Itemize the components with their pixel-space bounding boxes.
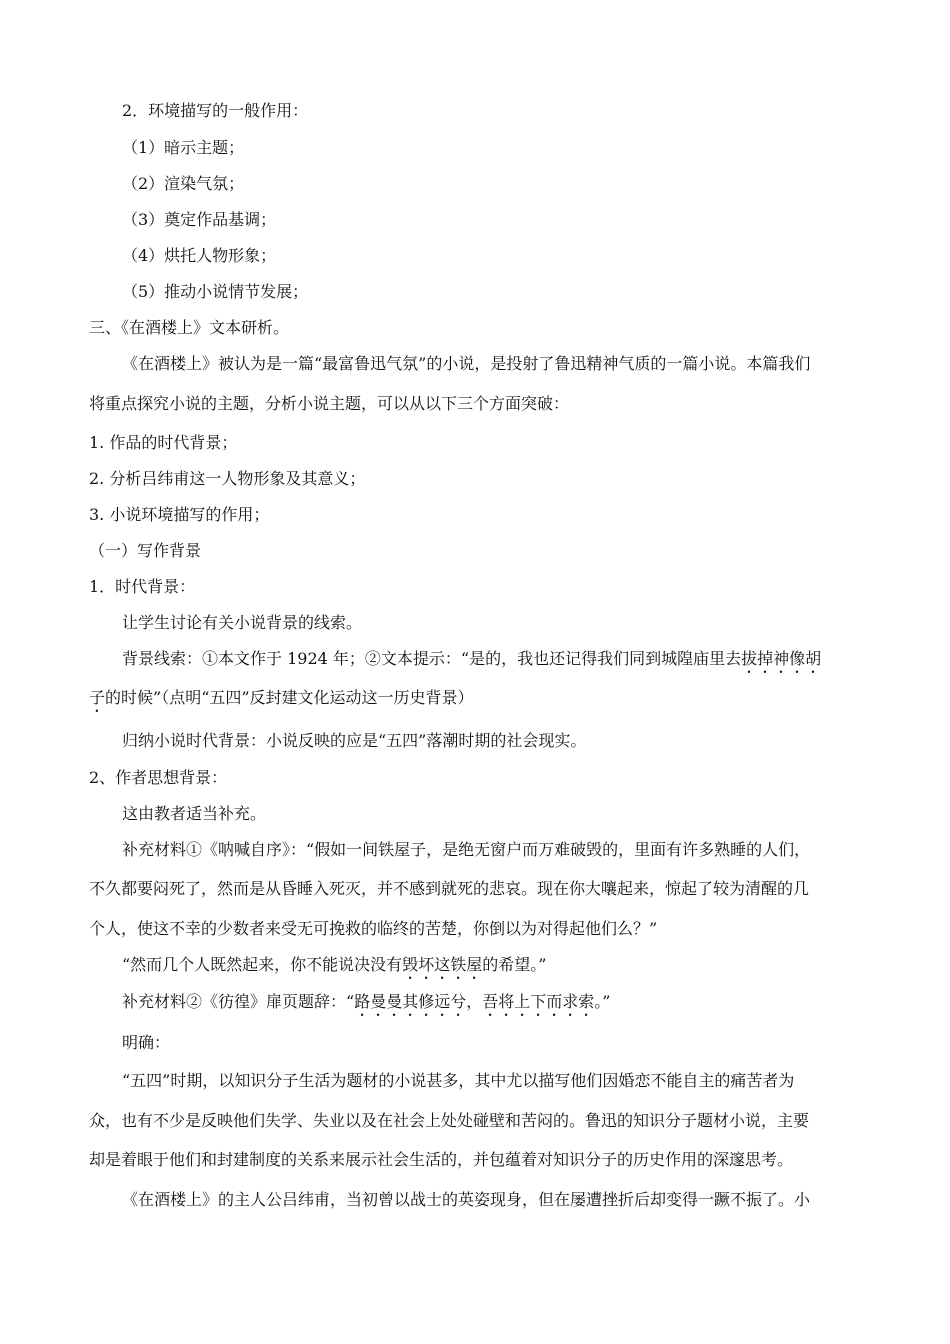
line-role-2: （2）渲染气氛； <box>122 174 245 193</box>
section-three-heading: 三、《在酒楼上》文本研析。 <box>89 318 290 337</box>
paragraph-line: 《在酒楼上》被认为是一篇“最富鲁迅气氛”的小说，是投射了鲁迅精神气质的一篇小说。本篇我们 <box>122 354 811 373</box>
paragraph-line: “五四”时期，以知识分子生活为题材的小说甚多，其中尤以描写他们因婚恋不能自主的痛苦者为 <box>122 1071 795 1090</box>
quote-line-emphasis: “然而几个人既然起来，你不能说决没有毁坏这铁屋的希望。” <box>122 955 547 974</box>
subsection-heading: （一）写作背景 <box>89 541 202 560</box>
paragraph-line-emphasis: 背景线索：①本文作于 1924 年；②文本提示：“是的，我也还记得我们同到城隍庙里去拔掉神像胡 <box>122 649 822 668</box>
quote-line: 个人，使这不幸的少数者来受无可挽救的临终的苦楚，你倒以为对得起他们么？” <box>89 919 658 938</box>
line-role-1: （1）暗示主题； <box>122 138 245 157</box>
subheading-author-background: 2、作者思想背景： <box>89 768 228 787</box>
paragraph-line: 归纳小说时代背景：小说反映的应是“五四”落潮时期的社会现实。 <box>122 731 587 750</box>
line-role-3: （3）奠定作品基调； <box>122 210 277 229</box>
list-item-2: 2. 分析吕纬甫这一人物形象及其意义； <box>89 469 366 488</box>
line-role-4: （4）烘托人物形象； <box>122 246 277 265</box>
emphasized-text: 路曼曼其修远兮，吾将上下而求索 <box>354 992 595 1011</box>
subheading-era-background: 1．时代背景： <box>89 577 196 596</box>
paragraph-line: 让学生讨论有关小说背景的线索。 <box>122 613 363 632</box>
paragraph-line: 将重点探究小说的主题，分析小说主题，可以从以下三个方面突破： <box>89 394 570 413</box>
line-env-role-heading: 2．环境描写的一般作用： <box>122 101 309 120</box>
paragraph-line: 这由教者适当补充。 <box>122 804 267 823</box>
list-item-1: 1. 作品的时代背景； <box>89 433 238 452</box>
line-role-5: （5）推动小说情节发展； <box>122 282 309 301</box>
emphasized-text: 拔掉神像胡 <box>741 649 822 668</box>
paragraph-line-emphasis: 子的时候”（点明“五四”反封建文化运动这一历史背景） <box>89 688 474 707</box>
quote-line: 补充材料①《呐喊自序》：“假如一间铁屋子，是绝无窗户而万难破毁的，里面有许多熟睡的人们， <box>122 840 811 859</box>
quote-line-emphasis: 补充材料②《彷徨》扉页题辞：“路曼曼其修远兮，吾将上下而求索。” <box>122 992 611 1011</box>
paragraph-line: 却是着眼于他们和封建制度的关系来展示社会生活的，并包蕴着对知识分子的历史作用的深邃思考。 <box>89 1150 794 1169</box>
emphasized-text: 毁坏这铁屋 <box>402 955 483 974</box>
paragraph-line: 《在酒楼上》的主人公吕纬甫，当初曾以战士的英姿现身，但在屡遭挫折后却变得一蹶不振了。小 <box>122 1190 811 1209</box>
quote-line: 不久都要闷死了，然而是从昏睡入死灭，并不感到就死的悲哀。现在你大嚷起来，惊起了较为清醒的几 <box>89 879 810 898</box>
emphasized-text: 子 <box>89 688 106 707</box>
list-item-3: 3. 小说环境描写的作用； <box>89 505 270 524</box>
clarify-label: 明确： <box>122 1033 171 1052</box>
paragraph-line: 众，也有不少是反映他们失学、失业以及在社会上处处碰壁和苦闷的。鲁迅的知识分子题材小说，主要 <box>89 1111 810 1130</box>
